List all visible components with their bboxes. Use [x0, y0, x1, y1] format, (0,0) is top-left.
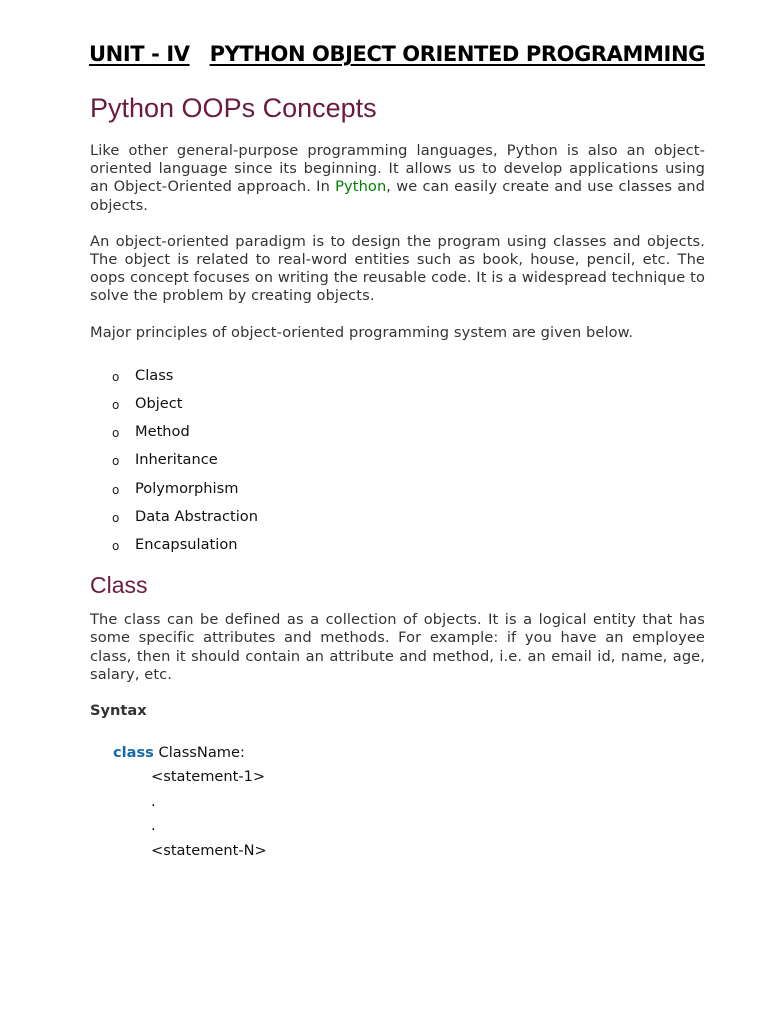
code-line-statement-n: <statement-N>	[151, 841, 267, 859]
code-line-dot: .	[151, 792, 156, 810]
intro-paragraph-3: Major principles of object-oriented programming system are given below.	[90, 323, 634, 341]
class-keyword: class	[113, 743, 154, 761]
principle-label: Inheritance	[135, 451, 218, 469]
bullet-icon: o	[112, 426, 120, 441]
principle-item	[90, 503, 705, 531]
principle-item	[90, 390, 705, 418]
python-link[interactable]: Python	[335, 178, 387, 196]
principle-label: Polymorphism	[135, 479, 239, 497]
principles-list	[90, 362, 705, 559]
principle-label: Data Abstraction	[135, 507, 258, 525]
bullet-icon: o	[112, 398, 120, 413]
main-content	[90, 90, 705, 863]
unit-label: UNIT - IV	[89, 42, 190, 66]
class-heading: Class	[90, 572, 148, 599]
principle-item	[90, 531, 705, 559]
intro-paragraph-2: An object-oriented paradigm is to design the program using classes and objects. The object is related to real-word entities such as book, house, pencil, etc. The oops concept focuses on writing the reusable code. It is a widespread technique to solve the problem by creating objects.	[90, 232, 705, 305]
code-line-dot: .	[151, 817, 156, 835]
principle-label: Class	[135, 366, 174, 384]
code-line-statement-1: <statement-1>	[151, 768, 266, 786]
principle-label: Method	[135, 423, 190, 441]
class-paragraph: The class can be defined as a collection of objects. It is a logical entity that has some specific attributes and methods. For example: if you have an employee class, then it should contain an attribute and method, i.e. an email id, name, age, salary, etc.	[90, 611, 705, 683]
bullet-icon: o	[112, 369, 120, 384]
intro-paragraph-1: Like other general-purpose programming languages, Python is also an object-oriented language since its beginning. It allows us to develop applications using an Object-Oriented approach. In Python, we can easily create and use classes and objects.	[90, 142, 705, 214]
unit-heading: PYTHON OBJECT ORIENTED PROGRAMMING	[209, 42, 705, 66]
principle-item	[90, 475, 705, 503]
unit-title	[0, 42, 768, 66]
class-name: ClassName:	[158, 743, 245, 761]
principle-label: Encapsulation	[135, 535, 238, 553]
bullet-icon: o	[112, 510, 120, 525]
principle-item	[90, 446, 705, 474]
principle-item	[90, 362, 705, 390]
bullet-icon: o	[112, 482, 120, 497]
bullet-icon: o	[112, 538, 120, 553]
syntax-label: Syntax	[90, 701, 147, 719]
page-title: Python OOPs Concepts	[90, 93, 377, 123]
bullet-icon: o	[112, 454, 120, 469]
principle-label: Object	[135, 395, 183, 413]
principle-item	[90, 418, 705, 446]
code-block	[113, 741, 705, 863]
code-line-class	[113, 741, 705, 765]
